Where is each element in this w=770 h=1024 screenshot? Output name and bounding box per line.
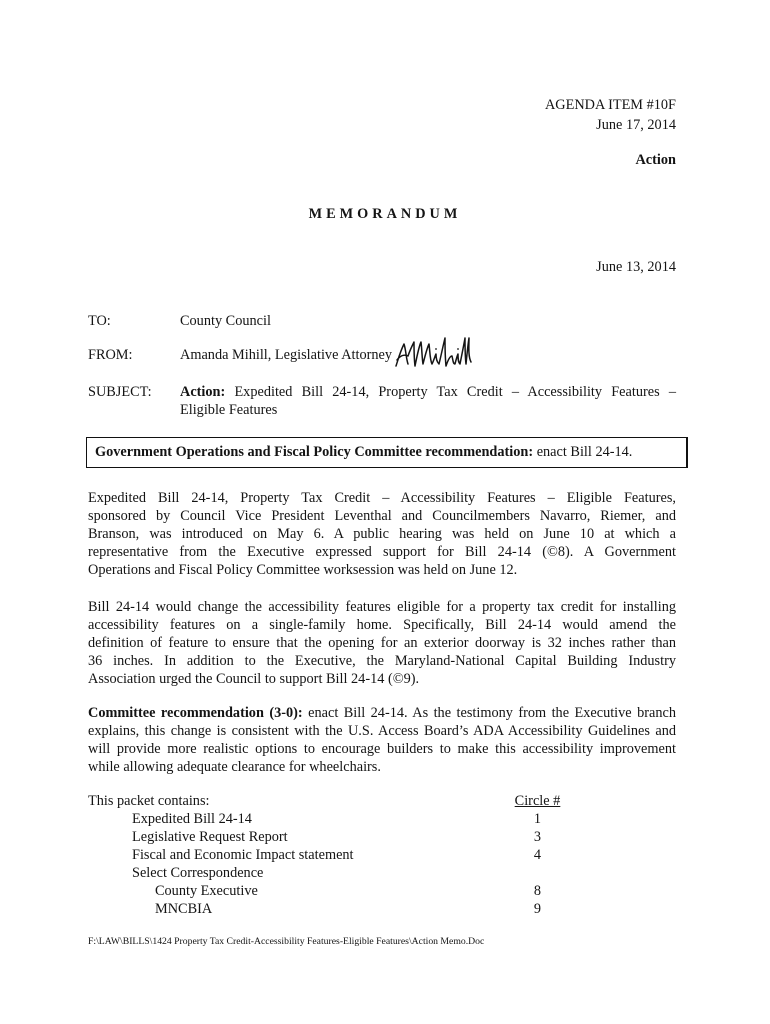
packet-item-label: County Executive	[155, 883, 258, 899]
packet-item-label: Select Correspondence	[132, 865, 264, 881]
subject-action-label: Action:	[180, 384, 226, 400]
packet-sub-item	[88, 882, 676, 900]
subject-label: SUBJECT:	[88, 384, 152, 400]
packet-item-circle: 8	[533, 883, 542, 899]
packet-item-label: MNCBIA	[155, 901, 213, 917]
agenda-item-number: AGENDA ITEM #10F	[544, 97, 676, 113]
paragraph-line: explains, this change is consistent with the U.S. Access Board’s ADA Accessibility Guidelines and	[88, 723, 676, 739]
packet-item	[88, 828, 676, 846]
from-label: FROM:	[88, 347, 133, 363]
file-path-footer: F:\LAW\BILLS\1424 Property Tax Credit-Accessibility Features-Eligible Features\Action Memo.Doc	[88, 936, 485, 947]
paragraph-line: Association urged the Council to support Bill 24-14 (©9).	[88, 671, 420, 687]
paragraph-line: representative from the Executive expressed support for Bill 24-14 (©8). A Government	[88, 544, 676, 560]
recommendation-box-label: Government Operations and Fiscal Policy Committee recommendation:	[95, 444, 534, 460]
circle-column-heading: Circle #	[514, 793, 561, 809]
subject-value	[180, 383, 676, 419]
agenda-status: Action	[635, 152, 676, 168]
paragraph-line: Expedited Bill 24-14, Property Tax Credit – Accessibility Features – Eligible Features,	[88, 490, 676, 506]
to-value: County Council	[180, 313, 271, 329]
paragraph-line: while allowing adequate clearance for wheelchairs.	[88, 759, 381, 775]
paragraph-line: Branson, was introduced on May 6. A public hearing was held on June 10 at which a	[88, 526, 676, 542]
packet-item-circle: 9	[533, 901, 542, 917]
packet-sub-item	[88, 900, 676, 918]
packet-item-label: Fiscal and Economic Impact statement	[132, 847, 354, 863]
packet-item-circle: 4	[533, 847, 542, 863]
paragraph-text: enact Bill 24-14. As the testimony from the Executive branch	[308, 705, 676, 721]
from-value: Amanda Mihill, Legislative Attorney	[180, 347, 393, 363]
paragraph-line: will provide more realistic options to encourage builders to make this accessibility improvement	[88, 741, 676, 757]
subject-text: Expedited Bill 24-14, Property Tax Credit – Accessibility Features –	[234, 384, 676, 400]
paragraph-line: sponsored by Council Vice President Leventhal and Councilmembers Navarro, Riemer, and	[88, 508, 676, 524]
handwritten-signature	[394, 336, 472, 370]
memo-title: MEMORANDUM	[308, 206, 462, 222]
packet-heading: This packet contains:	[88, 793, 210, 809]
subject-line	[180, 383, 676, 401]
subject-line: Eligible Features	[180, 402, 278, 418]
packet-item	[88, 810, 676, 828]
packet-heading-row	[88, 792, 676, 810]
paragraph-line: Operations and Fiscal Policy Committee worksession was held on June 12.	[88, 562, 518, 578]
packet-item-circle: 1	[533, 811, 542, 827]
agenda-date: June 17, 2014	[596, 117, 676, 133]
committee-recommendation-box	[86, 437, 688, 468]
paragraph-introduction	[88, 489, 676, 579]
packet-item	[88, 864, 676, 882]
paragraph-bill-description	[88, 598, 676, 688]
memo-date: June 13, 2014	[596, 259, 676, 275]
paragraph-line: Bill 24-14 would change the accessibility features eligible for a property tax credit for installing	[88, 599, 676, 615]
paragraph-committee-recommendation	[88, 704, 676, 776]
paragraph-line	[88, 704, 676, 722]
paragraph-line: accessibility features on a single-family home. Specifically, Bill 24-14 would amend the	[88, 617, 676, 633]
to-label: TO:	[88, 313, 111, 329]
recommendation-box-text: enact Bill 24-14.	[536, 444, 633, 460]
paragraph-line: 36 inches. In addition to the Executive, the Maryland-National Capital Building Industry	[88, 653, 676, 669]
packet-item-circle: 3	[533, 829, 542, 845]
packet-contents	[88, 792, 676, 918]
packet-item-label: Expedited Bill 24-14	[132, 811, 252, 827]
packet-item-label: Legislative Request Report	[132, 829, 288, 845]
paragraph-line: definition of feature to ensure that the opening for an exterior doorway is 32 inches rather than	[88, 635, 676, 651]
committee-recommendation-label: Committee recommendation (3-0):	[88, 705, 303, 721]
packet-item	[88, 846, 676, 864]
